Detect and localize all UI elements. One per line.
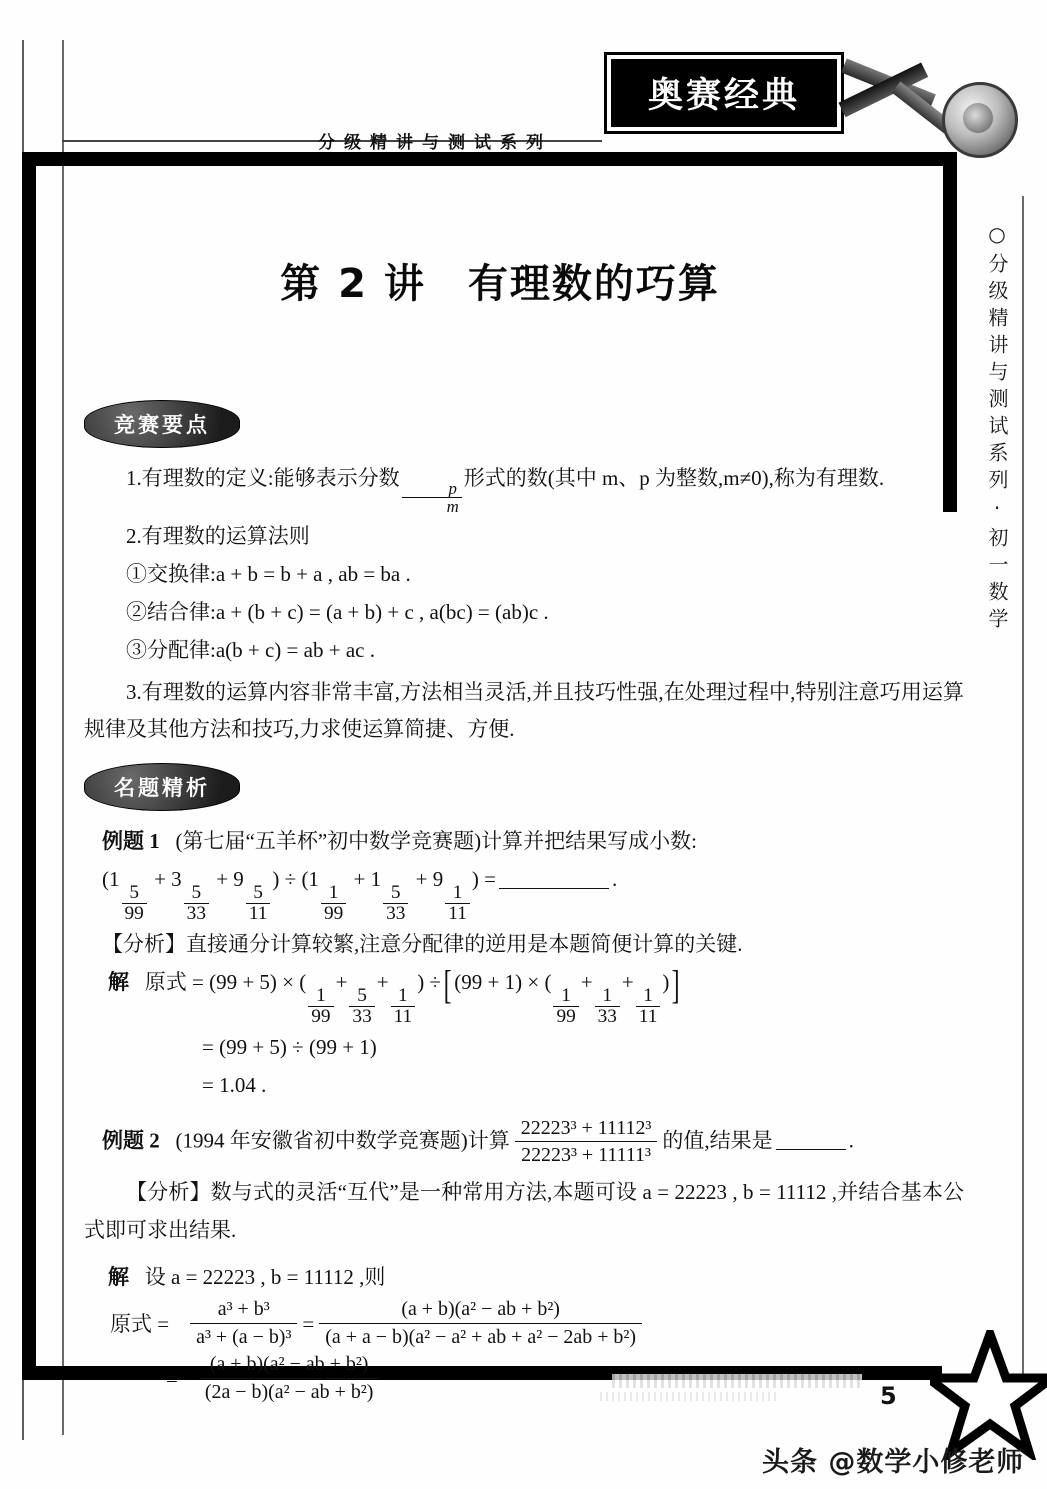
- e1-s1-second: (99 + 1) × (: [454, 970, 552, 995]
- e1-f2-num: 5: [191, 881, 202, 903]
- content-column: [84, 400, 964, 1407]
- e1-f4-num: 1: [328, 881, 339, 903]
- e1-s1-frac-4: [553, 986, 578, 1027]
- example1-expression: (1 $\frac{5}{99}$ + 3 $\frac{5}{33}$ + 9 $\frac{5}{11}$ ) ÷ (1 $\frac{1}{99}$ + 1 $\frac{5}{33}$ + 9 $\frac{1}{11}$ ) = .: [102, 866, 618, 925]
- d: 99: [553, 1006, 578, 1027]
- fraction-p-over-m: [402, 480, 462, 516]
- e1-f1-num: 5: [129, 881, 139, 903]
- example2-setup-text: 设 a = 22223 , b = 11112 ,则: [144, 1265, 386, 1290]
- key-point-1-pre: 1.有理数的定义:能够表示分数: [126, 466, 400, 490]
- e2-fb-den: (a + a − b)(a² − a² + ab + a² − 2ab + b²): [319, 1323, 642, 1350]
- e1-s1-frac-2: [349, 986, 374, 1027]
- d: 33: [349, 1006, 374, 1027]
- e1-s1-head: 原式 = (99 + 5) × (: [144, 970, 307, 995]
- e1-f4-den: 99: [321, 903, 346, 924]
- solve-label-1: 解: [108, 970, 129, 995]
- example2-frac-denominator: 22223³ + 11111³: [515, 1141, 657, 1168]
- answer-blank-1[interactable]: [499, 867, 609, 889]
- example1-source: (第七届“五羊杯”初中数学竞赛题)计算并把结果写成小数:: [175, 828, 697, 853]
- e1-frac-5: [383, 883, 408, 924]
- n: 1: [602, 985, 613, 1007]
- answer-blank-2[interactable]: [776, 1128, 846, 1150]
- page-frame-top: [22, 152, 957, 166]
- e1-f2-den: 33: [184, 903, 209, 924]
- e1-s1-p3: +: [580, 970, 593, 995]
- e1-frac-2: [184, 883, 209, 924]
- e2-fa-num: a³ + b³: [217, 1298, 270, 1321]
- e1-plus-3: + 1: [353, 866, 382, 891]
- n: 1: [398, 985, 408, 1007]
- e1-s1-p2: +: [376, 970, 389, 995]
- e1-s1-p1: +: [335, 970, 348, 995]
- e2-s1-lead: 原式 =: [110, 1311, 170, 1336]
- fraction-numerator: p: [448, 478, 457, 498]
- key-point-3: 3.有理数的运算内容非常丰富,方法相当灵活,并且技巧性强,在处理过程中,特别注意巧用运算规律及其他方法和技巧,力求使运算简捷、方便.: [84, 680, 964, 742]
- series-subtitle: 分级精讲与测试系列: [318, 133, 552, 153]
- section-key-points-header: [84, 400, 964, 448]
- brand-box: [604, 52, 844, 134]
- example1-label: 例题 1: [102, 828, 160, 853]
- fraction-denominator: m: [402, 497, 462, 515]
- e2-fb-num: (a + b)(a² − ab + b²): [401, 1298, 560, 1321]
- bracket-close: ]: [672, 961, 680, 1007]
- e1-s1-mid: ) ÷: [417, 970, 441, 995]
- n: 1: [316, 985, 326, 1007]
- e1-s1-frac-6: [636, 986, 661, 1027]
- section-analysis-header: [84, 763, 964, 811]
- e1-s1-frac-3: [391, 986, 416, 1027]
- example2-setup: [108, 1259, 964, 1295]
- e1-open: (1: [102, 866, 120, 891]
- example2-solution-step1: [110, 1297, 964, 1350]
- e1-f3-num: 5: [253, 881, 263, 903]
- e1-f6-num: 1: [452, 881, 463, 903]
- e2-frac-a: [190, 1297, 297, 1350]
- d: 99: [308, 1006, 333, 1027]
- side-vertical-series: ○分级精讲与测试系列·初一数学: [985, 222, 1009, 635]
- law-associative: ②结合律:a + (b + c) = (a + b) + c , a(bc) = (ab)c .: [126, 599, 549, 624]
- n: 1: [643, 985, 653, 1007]
- e2-frac-b: [319, 1297, 642, 1350]
- key-point-2: 2.有理数的运算法则: [126, 523, 310, 548]
- example2-heading: [102, 1116, 964, 1169]
- n: 1: [561, 985, 571, 1007]
- example2-target-fraction: [515, 1116, 658, 1169]
- e1-mid: ) ÷ (1: [272, 866, 319, 891]
- law-commutative: ①交换律:a + b = b + a , ab = ba .: [126, 561, 411, 586]
- example1-solution-step3: = 1.04 .: [202, 1073, 267, 1098]
- e2-fa-den: a³ + (a − b)³: [190, 1323, 297, 1350]
- e1-frac-4: [321, 883, 346, 924]
- bracket-open: [: [443, 961, 452, 1007]
- e1-f6-den: 11: [445, 903, 470, 924]
- key-points-badge: 竞赛要点: [84, 400, 240, 448]
- e2-eq-1: =: [302, 1311, 315, 1336]
- e1-frac-6: [445, 883, 470, 924]
- solve-label-2: 解: [108, 1265, 129, 1290]
- watermark-text: 头条 @数学小修老师: [762, 1447, 1025, 1478]
- e1-s1-end: ): [662, 970, 670, 995]
- page-frame-left: [22, 152, 36, 1380]
- page-rule-left-inner: [62, 40, 64, 1435]
- d: 33: [595, 1006, 620, 1027]
- page-number: 5: [880, 1382, 897, 1410]
- e1-s1-p4: +: [621, 970, 634, 995]
- e2-fc-den: (2a − b)(a² − ab + b²): [199, 1378, 380, 1405]
- e1-f1-den: 99: [122, 903, 147, 924]
- page-rule-right-outer: [1022, 196, 1024, 1386]
- example2-source-pre: (1994 年安徽省初中数学竞赛题)计算: [175, 1127, 510, 1152]
- example1-analysis: 【分析】直接通分计算较繁,注意分配律的逆用是本题简便计算的关键.: [102, 932, 743, 957]
- e1-tail: ) =: [471, 866, 496, 891]
- scan-artifact-1: [612, 1374, 862, 1388]
- example2-frac-numerator: 22223³ + 11112³: [520, 1116, 652, 1139]
- e1-s1-frac-1: [308, 986, 333, 1027]
- e1-plus-1: + 3: [154, 866, 182, 891]
- example1-solution-step2: = (99 + 5) ÷ (99 + 1): [202, 1035, 377, 1060]
- e1-s1-frac-5: [595, 986, 620, 1027]
- page-title: 第 2 讲 有理数的巧算: [280, 261, 720, 307]
- example2-label: 例题 2: [102, 1127, 160, 1152]
- e2-eq-2: =: [166, 1366, 178, 1391]
- e1-f5-den: 33: [383, 903, 408, 924]
- e1-f5-num: 5: [390, 881, 401, 903]
- example1-solution-step1: [108, 961, 964, 1028]
- e1-plus-4: + 9: [415, 866, 444, 891]
- e1-frac-3: [246, 883, 271, 924]
- example1-heading: [102, 823, 964, 859]
- medal-icon: [838, 44, 1038, 204]
- example2-analysis: 【分析】数与式的灵活“互代”是一种常用方法,本题可设 a = 22223 , b = 11112 ,并结合基本公式即可求出结果.: [84, 1180, 964, 1242]
- analysis-badge: 名题精析: [84, 763, 240, 811]
- d: 11: [636, 1006, 661, 1027]
- n: 5: [357, 985, 367, 1007]
- brand-title: 奥赛经典: [611, 59, 837, 127]
- e1-f3-den: 11: [246, 903, 271, 924]
- scan-artifact-2: [600, 1392, 780, 1401]
- medal-disc: [942, 82, 1018, 158]
- law-distributive: ③分配律:a(b + c) = ab + ac .: [126, 638, 375, 662]
- e2-dot: .: [848, 1127, 854, 1152]
- e1-frac-1: [122, 883, 147, 924]
- e2-fc-num: (a + b)(a² − ab + b²): [209, 1353, 369, 1376]
- e1-plus-2: + 9: [216, 866, 244, 891]
- example2-source-post: 的值,结果是: [662, 1127, 773, 1152]
- key-point-1: [84, 460, 964, 516]
- e2-frac-c: [199, 1352, 380, 1405]
- key-point-1-post: 形式的数(其中 m、p 为整数,m≠0),称为有理数.: [463, 466, 885, 490]
- d: 11: [391, 1006, 416, 1027]
